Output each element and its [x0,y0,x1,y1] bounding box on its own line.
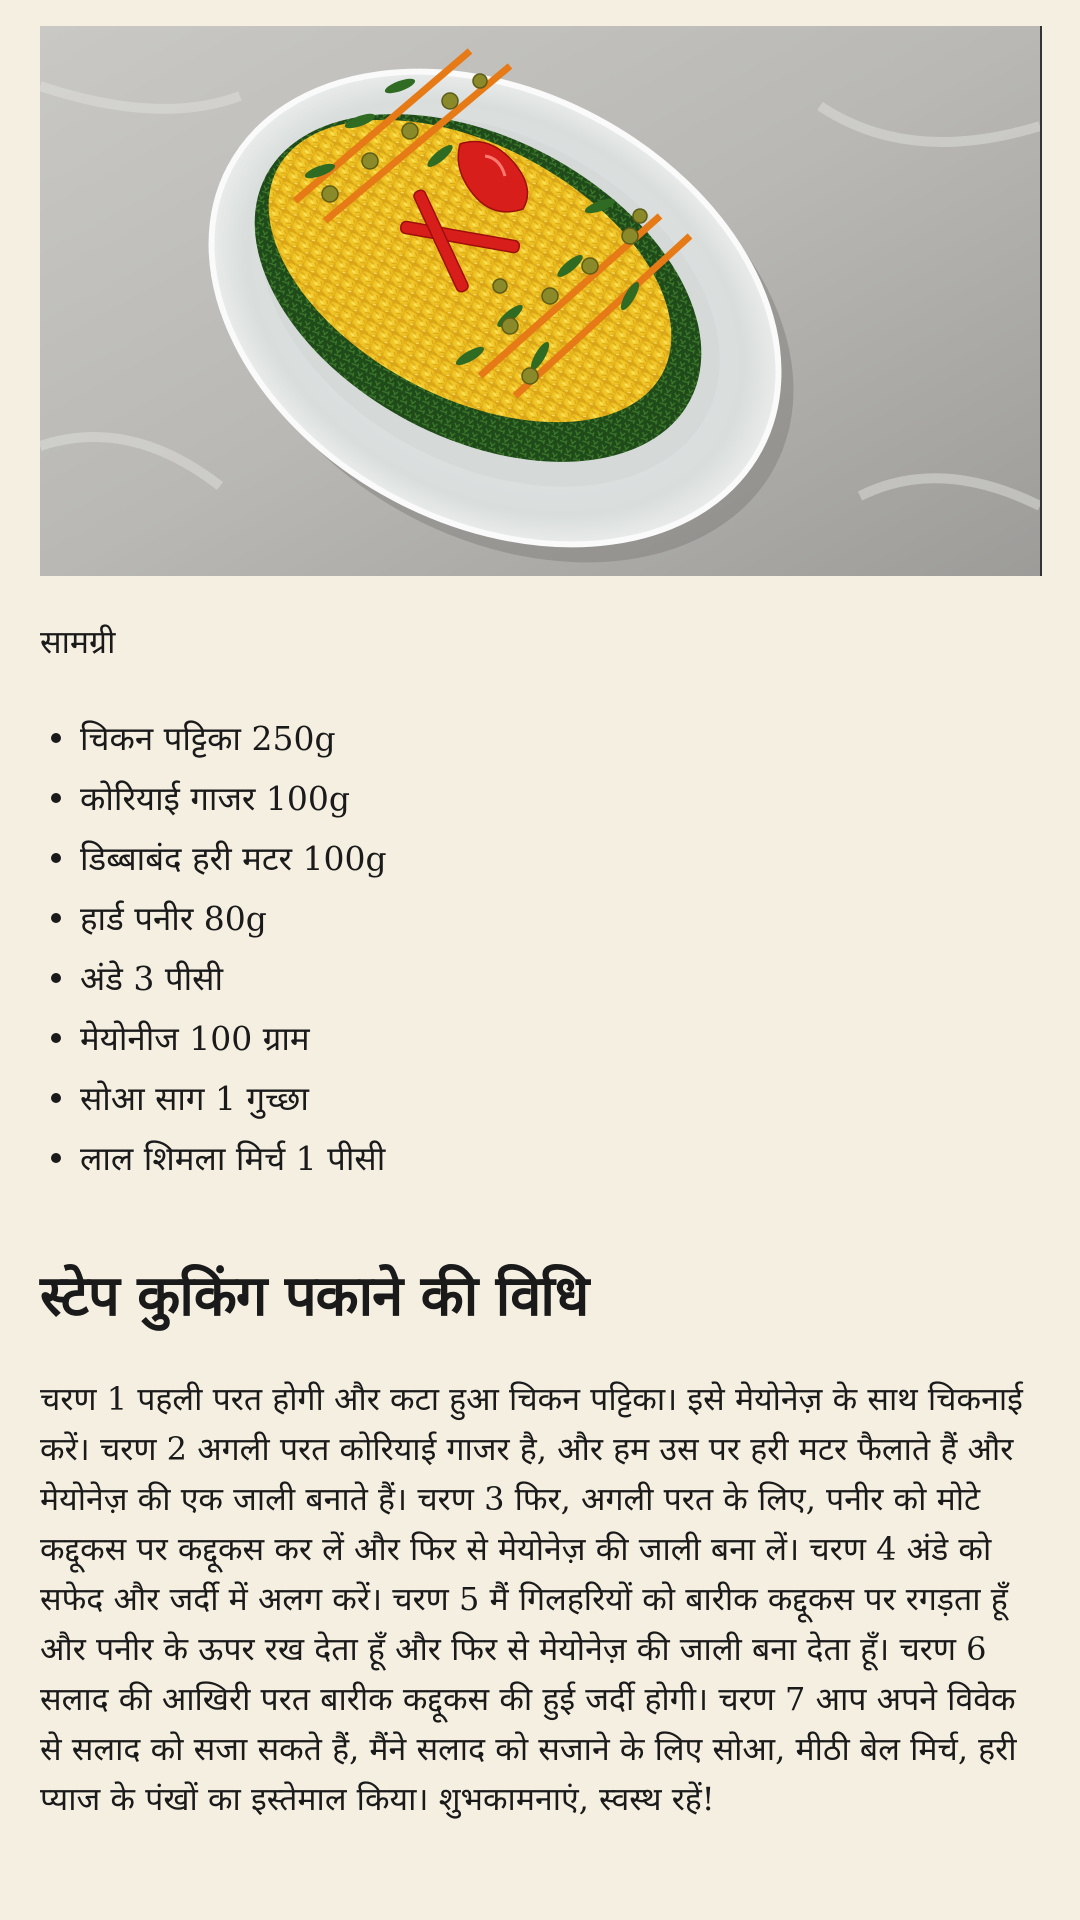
ingredient-text: कोरियाई गाजर 100g [80,779,351,818]
ingredient-text: चिकन पट्टिका 250g [80,719,336,758]
method-title: स्टेप कुकिंग पकाने की विधि [40,1264,589,1329]
ingredient-text: डिब्बाबंद हरी मटर 100g [80,839,387,878]
ingredient-text: अंडे 3 पीसी [80,959,223,998]
method-text: चरण 1 पहली परत होगी और कटा हुआ चिकन पट्टिका। इसे मेयोनेज़ के साथ चिकनाई करें। चरण 2 अगली परत कोरियाई गाजर है, और हम उस पर हरी मटर फैलाते हैं और मेयोनेज़ की एक जाली बनाते हैं। चरण 3 फिर, अगली परत के लिए, पनीर को मोटे कद्दूकस पर कद्दूकस कर लें और फिर से मेयोनेज़ की जाली बना लें। चरण 4 अंडे को सफेद और जर्दी में अलग करें। चरण 5 मैं गिलहरियों को बारीक कद्दूकस पर रगड़ता हूँ और पनीर के ऊपर रख देता हूँ और फिर से मेयोनेज़ की जाली बना देता हूँ। चरण 6 सलाद की आखिरी परत बारीक कद्दूकस की हुई जर्दी होगी। चरण 7 आप अपने विवेक से सलाद को सजा सकते हैं, मैंने सलाद को सजाने के लिए सोआ, मीठी बेल मिर्च, हरी प्याज के पंखों का इस्तेमाल किया। शुभकामनाएं, स्वस्थ रहें! [40,1380,1023,1818]
bullet-icon [51,913,61,923]
ingredient-text: हार्ड पनीर 80g [80,899,267,938]
list-item [40,956,387,1016]
list-item [40,1136,387,1196]
list-item [40,716,387,776]
bullet-icon [51,733,61,743]
bullet-icon [51,1153,61,1163]
list-item [40,1016,387,1076]
list-item [40,896,387,956]
list-item [40,1076,387,1136]
ingredients-title: सामग्री [40,623,116,661]
ingredient-text: सोआ साग 1 गुच्छा [80,1079,309,1118]
bullet-icon [51,1093,61,1103]
ingredient-text: मेयोनीज 100 ग्राम [80,1019,310,1058]
bullet-icon [51,1033,61,1043]
bullet-icon [51,793,61,803]
bullet-icon [51,853,61,863]
ingredients-list [40,716,387,1196]
list-item [40,776,387,836]
salad-photo [40,26,1042,576]
list-item [40,836,387,896]
ingredient-text: लाल शिमला मिर्च 1 पीसी [80,1139,386,1178]
bullet-icon [51,973,61,983]
